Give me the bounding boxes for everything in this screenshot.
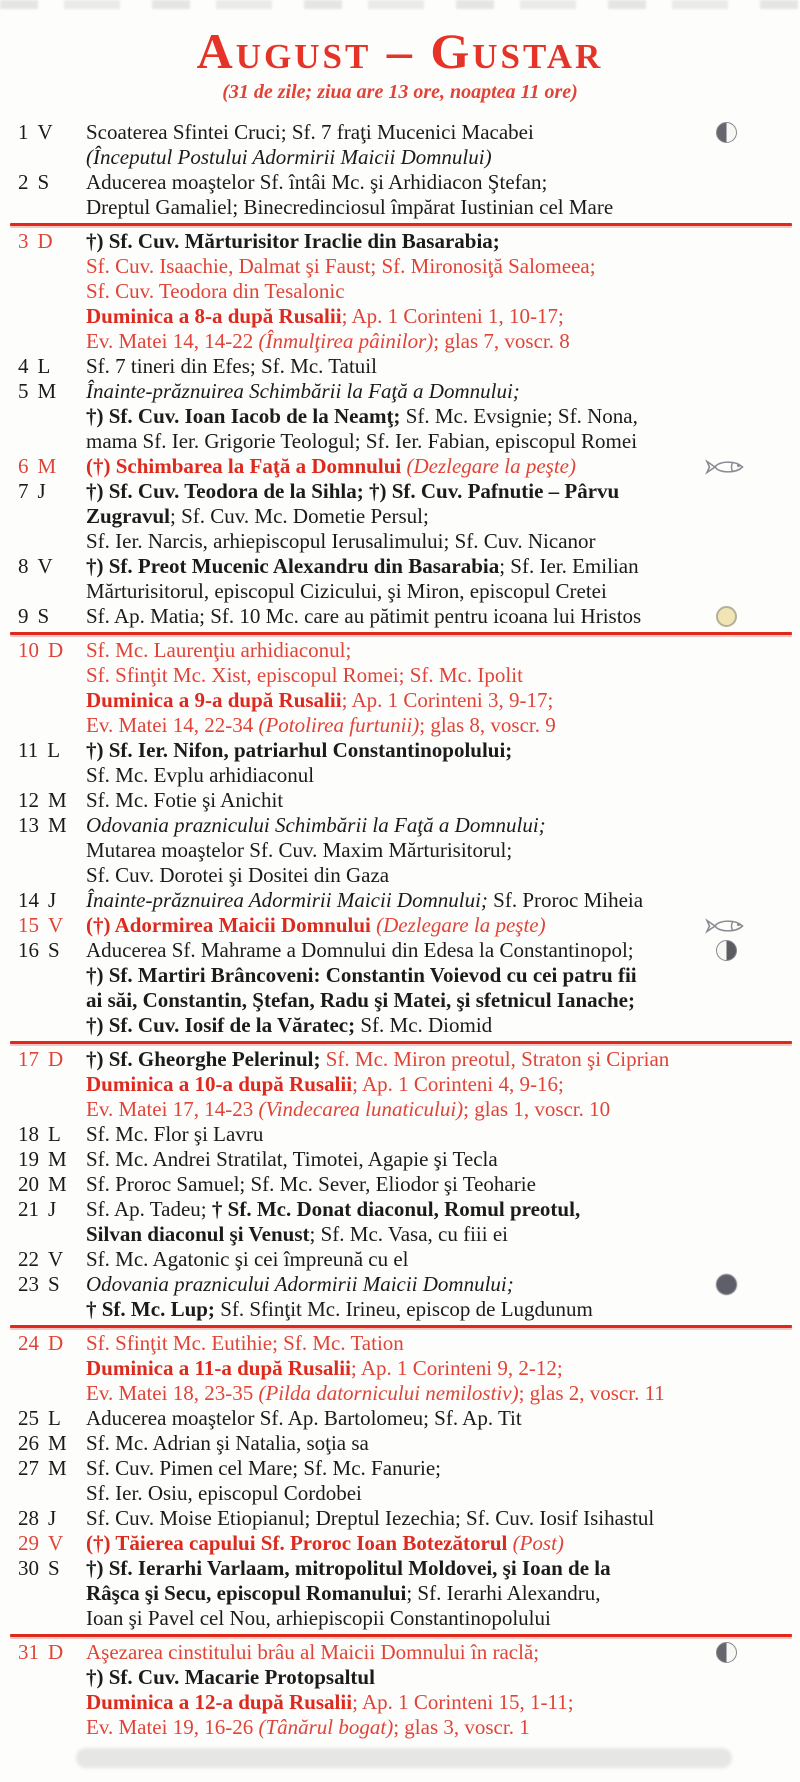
entry-day-label bbox=[0, 1247, 86, 1272]
entry-text-line: †) Sf. Gheorghe Pelerinul; Sf. Mc. Miron preotul, Straton şi Ciprian bbox=[86, 1047, 670, 1071]
calendar-entry-27 bbox=[0, 1456, 800, 1506]
day-number: 12 bbox=[18, 788, 39, 812]
entry-day-label bbox=[0, 354, 86, 379]
entry-text-line: Sf. Ap. Tadeu; † Sf. Mc. Donat diaconul, Romul preotul, bbox=[86, 1197, 581, 1221]
entry-text-line: Sf. Ap. Matia; Sf. 10 Mc. care au pătimit pentru icoana lui Hristos bbox=[86, 604, 642, 628]
entry-day-label bbox=[0, 1172, 86, 1197]
entry-text bbox=[86, 554, 800, 604]
entry-text-line: †) Sf. Cuv. Ioan Iacob de la Neamţ; Sf. Mc. Evsignie; Sf. Nona, bbox=[86, 404, 638, 428]
day-number: 2 bbox=[18, 170, 29, 194]
day-number: 9 bbox=[18, 604, 29, 628]
entry-text-line: Duminica a 9-a după Rusalii; Ap. 1 Corinteni 3, 9-17; bbox=[86, 688, 554, 712]
calendar-entry-16 bbox=[0, 938, 800, 1038]
day-number: 16 bbox=[18, 938, 39, 962]
day-number: 21 bbox=[18, 1197, 39, 1221]
entry-text bbox=[86, 738, 800, 788]
page-top-showthrough bbox=[0, 0, 800, 9]
entry-text bbox=[86, 938, 800, 1038]
weekday-letter: S bbox=[37, 604, 50, 628]
entry-text-line: Sf. Mc. Fotie şi Anichit bbox=[86, 788, 284, 812]
day-number: 10 bbox=[18, 638, 39, 662]
day-number: 29 bbox=[18, 1531, 39, 1555]
entry-text-line: †) Sf. Cuv. Iosif de la Văratec; Sf. Mc. Diomid bbox=[86, 1013, 493, 1037]
weekday-letter: S bbox=[37, 170, 50, 194]
entry-day-label bbox=[0, 1531, 86, 1556]
entry-text bbox=[86, 638, 800, 738]
entry-text-line: Odovania praznicului Schimbării la Faţă a Domnului; bbox=[86, 813, 546, 837]
day-number: 30 bbox=[18, 1556, 39, 1580]
calendar-entry-11 bbox=[0, 738, 800, 788]
day-number: 15 bbox=[18, 913, 39, 937]
calendar-entry-3 bbox=[0, 229, 800, 354]
calendar-entry-22 bbox=[0, 1247, 800, 1272]
entry-text-line: Sf. Mc. Flor şi Lavru bbox=[86, 1122, 264, 1146]
day-number: 27 bbox=[18, 1456, 39, 1480]
entry-text bbox=[86, 1406, 800, 1431]
weekday-letter: J bbox=[48, 1506, 57, 1530]
entry-day-label bbox=[0, 1406, 86, 1431]
entry-text-line: Sf. Cuv. Isaachie, Dalmat şi Faust; Sf. Mironosiţă Salomeea; bbox=[86, 254, 596, 278]
entry-day-label bbox=[0, 120, 86, 170]
entry-day-label bbox=[0, 1331, 86, 1406]
moon-last-quarter-icon bbox=[716, 122, 742, 144]
entry-text-line: Duminica a 10-a după Rusalii; Ap. 1 Corinteni 4, 9-16; bbox=[86, 1072, 564, 1096]
calendar-entry-29 bbox=[0, 1531, 800, 1556]
day-number: 17 bbox=[18, 1047, 39, 1071]
day-number: 1 bbox=[18, 120, 29, 144]
weekday-letter: M bbox=[48, 1147, 67, 1171]
entry-day-label bbox=[0, 938, 86, 1038]
entry-text-line: Odovania praznicului Adormirii Maicii Domnului; bbox=[86, 1272, 514, 1296]
entry-text bbox=[86, 1640, 800, 1740]
entry-text-line: Ev. Matei 19, 16-26 (Tânărul bogat); glas 3, voscr. 1 bbox=[86, 1715, 530, 1739]
day-number: 22 bbox=[18, 1247, 39, 1271]
entry-text-line: Sf. Sfinţit Mc. Eutihie; Sf. Mc. Tation bbox=[86, 1331, 404, 1355]
entry-day-label bbox=[0, 1047, 86, 1122]
weekday-letter: D bbox=[37, 229, 53, 253]
day-number: 7 bbox=[18, 479, 29, 503]
entry-text-line: Sf. Proroc Samuel; Sf. Mc. Sever, Eliodor şi Teoharie bbox=[86, 1172, 536, 1196]
moon-full-icon bbox=[716, 606, 742, 628]
entry-day-label bbox=[0, 454, 86, 479]
entry-text-line: Înainte-prăznuirea Schimbării la Faţă a Domnului; bbox=[86, 379, 520, 403]
sunday-separator-rule bbox=[10, 223, 792, 226]
entry-text-line: (Începutul Postului Adormirii Maicii Domnului) bbox=[86, 145, 492, 169]
entry-text-line: Sf. Cuv. Moise Etiopianul; Dreptul Iezechia; Sf. Cuv. Iosif Isihastul bbox=[86, 1506, 655, 1530]
weekday-letter: M bbox=[37, 379, 57, 403]
entry-day-label bbox=[0, 479, 86, 554]
entry-text bbox=[86, 120, 800, 170]
entry-text bbox=[86, 1197, 800, 1247]
entry-day-label bbox=[0, 1506, 86, 1531]
weekday-letter: J bbox=[48, 888, 57, 912]
calendar-entry-28 bbox=[0, 1506, 800, 1531]
entry-text-line: (†) Schimbarea la Faţă a Domnului (Dezlegare la peşte) bbox=[86, 454, 576, 478]
entry-text-line: Sf. Mc. Laurenţiu arhidiaconul; bbox=[86, 638, 352, 662]
entry-text-line: Sf. Ier. Narcis, arhiepiscopul Ierusalimului; Sf. Cuv. Nicanor bbox=[86, 529, 596, 553]
entry-text-line: Ev. Matei 17, 14-23 (Vindecarea lunaticului); glas 1, voscr. 10 bbox=[86, 1097, 611, 1121]
moon-new-icon bbox=[716, 1274, 742, 1296]
entry-text-line: ai săi, Constantin, Ştefan, Radu şi Matei, şi sfetnicul Ianache; bbox=[86, 988, 635, 1012]
calendar-entry-23 bbox=[0, 1272, 800, 1322]
entry-text-line: Înainte-prăznuirea Adormirii Maicii Domnului; Sf. Proroc Miheia bbox=[86, 888, 644, 912]
calendar-entry-17 bbox=[0, 1047, 800, 1122]
weekday-letter: M bbox=[37, 454, 57, 478]
page-bottom-showthrough bbox=[76, 1748, 732, 1768]
fish-icon bbox=[716, 456, 742, 478]
entry-text bbox=[86, 1047, 800, 1122]
calendar-entry-20 bbox=[0, 1172, 800, 1197]
entry-text-line: Sf. 7 tineri din Efes; Sf. Mc. Tatuil bbox=[86, 354, 377, 378]
weekday-letter: V bbox=[37, 554, 53, 578]
weekday-letter: V bbox=[48, 913, 64, 937]
entry-text-line: Sf. Cuv. Teodora din Tesalonic bbox=[86, 279, 345, 303]
day-number: 14 bbox=[18, 888, 39, 912]
weekday-letter: M bbox=[48, 788, 67, 812]
entry-day-label bbox=[0, 1147, 86, 1172]
calendar-entry-12 bbox=[0, 788, 800, 813]
entry-text-line: Mutarea moaştelor Sf. Cuv. Maxim Mărturisitorul; bbox=[86, 838, 513, 862]
calendar-entry-6 bbox=[0, 454, 800, 479]
entry-text bbox=[86, 913, 800, 938]
day-number: 4 bbox=[18, 354, 29, 378]
entry-day-label bbox=[0, 638, 86, 738]
day-number: 5 bbox=[18, 379, 29, 403]
entry-day-label bbox=[0, 1431, 86, 1456]
entry-text-line: Sf. Cuv. Pimen cel Mare; Sf. Mc. Fanurie; bbox=[86, 1456, 442, 1480]
entry-text bbox=[86, 1172, 800, 1197]
entry-text bbox=[86, 479, 800, 554]
calendar-entry-21 bbox=[0, 1197, 800, 1247]
entry-text-line: †) Sf. Martiri Brâncoveni: Constantin Voievod cu cei patru fii bbox=[86, 963, 637, 987]
calendar-entry-4 bbox=[0, 354, 800, 379]
entry-text-line: Mărturisitorul, episcopul Cizicului, şi Miron, episcopul Cretei bbox=[86, 579, 607, 603]
weekday-letter: L bbox=[48, 1406, 61, 1430]
entry-text-line: Aşezarea cinstitului brâu al Maicii Domnului în raclă; bbox=[86, 1640, 540, 1664]
calendar-entry-1 bbox=[0, 120, 800, 170]
weekday-letter: V bbox=[48, 1531, 64, 1555]
weekday-letter: M bbox=[48, 1172, 67, 1196]
weekday-letter: L bbox=[47, 738, 61, 762]
calendar-entry-10 bbox=[0, 638, 800, 738]
entry-text-line: (†) Tăierea capului Sf. Proroc Ioan Botezătorul (Post) bbox=[86, 1531, 564, 1555]
entry-day-label bbox=[0, 1197, 86, 1247]
entry-day-label bbox=[0, 554, 86, 604]
entry-text-line: Sf. Mc. Adrian şi Natalia, soţia sa bbox=[86, 1431, 369, 1455]
entry-day-label bbox=[0, 913, 86, 938]
calendar-entries bbox=[0, 120, 800, 1740]
calendar-entry-31 bbox=[0, 1640, 800, 1740]
entry-day-label bbox=[0, 738, 86, 788]
entry-text-line: Silvan diaconul şi Venust; Sf. Mc. Vasa, cu fiii ei bbox=[86, 1222, 509, 1246]
calendar-entry-5 bbox=[0, 379, 800, 454]
entry-day-label bbox=[0, 1272, 86, 1322]
weekday-letter: J bbox=[48, 1197, 57, 1221]
sunday-separator-rule bbox=[10, 1634, 792, 1637]
entry-text-line: Râşca şi Secu, episcopul Romanului; Sf. Ierarhi Alexandru, bbox=[86, 1581, 601, 1605]
entry-text bbox=[86, 1247, 800, 1272]
day-number: 24 bbox=[18, 1331, 39, 1355]
entry-day-label bbox=[0, 1456, 86, 1506]
entry-text bbox=[86, 788, 800, 813]
entry-text bbox=[86, 1506, 800, 1531]
weekday-letter: D bbox=[48, 1640, 64, 1664]
entry-text bbox=[86, 229, 800, 354]
entry-text-line: Aducerea moaştelor Sf. întâi Mc. şi Arhidiacon Ştefan; bbox=[86, 170, 548, 194]
entry-text bbox=[86, 1556, 800, 1631]
entry-day-label bbox=[0, 379, 86, 454]
day-number: 26 bbox=[18, 1431, 39, 1455]
calendar-entry-15 bbox=[0, 913, 800, 938]
day-number: 23 bbox=[18, 1272, 39, 1296]
entry-text-line: † Sf. Mc. Lup; Sf. Sfinţit Mc. Irineu, episcop de Lugdunum bbox=[86, 1297, 593, 1321]
entry-text-line: Duminica a 12-a după Rusalii; Ap. 1 Corinteni 15, 1-11; bbox=[86, 1690, 574, 1714]
calendar-entry-30 bbox=[0, 1556, 800, 1631]
moon-last-quarter-icon bbox=[716, 1642, 742, 1664]
entry-day-label bbox=[0, 888, 86, 913]
entry-text-line: Ev. Matei 14, 14-22 (Înmulţirea pâinilor); glas 7, voscr. 8 bbox=[86, 329, 570, 353]
day-number: 28 bbox=[18, 1506, 39, 1530]
calendar-entry-26 bbox=[0, 1431, 800, 1456]
entry-text-line: Sf. Mc. Agatonic şi cei împreună cu el bbox=[86, 1247, 409, 1271]
weekday-letter: J bbox=[37, 479, 46, 503]
day-number: 19 bbox=[18, 1147, 39, 1171]
day-number: 18 bbox=[18, 1122, 39, 1146]
day-number: 6 bbox=[18, 454, 29, 478]
entry-text-line: Aducerea moaştelor Sf. Ap. Bartolomeu; Sf. Ap. Tit bbox=[86, 1406, 522, 1430]
day-number: 11 bbox=[18, 738, 39, 762]
day-number: 13 bbox=[18, 813, 39, 837]
entry-text-line: Sf. Mc. Evplu arhidiaconul bbox=[86, 763, 315, 787]
weekday-letter: L bbox=[37, 354, 51, 378]
weekday-letter: M bbox=[48, 1456, 67, 1480]
entry-text-line: †) Sf. Ierarhi Varlaam, mitropolitul Moldovei, şi Ioan de la bbox=[86, 1556, 611, 1580]
entry-text bbox=[86, 1531, 800, 1556]
entry-text-line: †) Sf. Cuv. Macarie Protopsaltul bbox=[86, 1665, 375, 1689]
entry-day-label bbox=[0, 813, 86, 888]
entry-day-label bbox=[0, 788, 86, 813]
calendar-entry-8 bbox=[0, 554, 800, 604]
entry-text-line: Duminica a 8-a după Rusalii; Ap. 1 Corinteni 1, 10-17; bbox=[86, 304, 564, 328]
entry-text-line: †) Sf. Preot Mucenic Alexandru din Basarabia; Sf. Ier. Emilian bbox=[86, 554, 639, 578]
weekday-letter: L bbox=[48, 1122, 61, 1146]
entry-text bbox=[86, 1456, 800, 1506]
weekday-letter: S bbox=[48, 1556, 60, 1580]
entry-text-line: mama Sf. Ier. Grigorie Teologul; Sf. Ier. Fabian, episcopul Romei bbox=[86, 429, 638, 453]
calendar-entry-13 bbox=[0, 813, 800, 888]
entry-text-line: Ev. Matei 18, 23-35 (Pilda datornicului nemilostiv); glas 2, voscr. 11 bbox=[86, 1381, 665, 1405]
calendar-entry-7 bbox=[0, 479, 800, 554]
entry-text bbox=[86, 1272, 800, 1322]
weekday-letter: D bbox=[48, 638, 64, 662]
entry-text-line: Sf. Ier. Osiu, episcopul Cordobei bbox=[86, 1481, 362, 1505]
entry-text bbox=[86, 888, 800, 913]
fish-icon bbox=[716, 915, 742, 937]
entry-text-line: (†) Adormirea Maicii Domnului (Dezlegare la peşte) bbox=[86, 913, 546, 937]
entry-text bbox=[86, 379, 800, 454]
entry-day-label bbox=[0, 1122, 86, 1147]
entry-text bbox=[86, 604, 800, 629]
entry-text-line: †) Sf. Cuv. Teodora de la Sihla; †) Sf. Cuv. Pafnutie – Pârvu bbox=[86, 479, 620, 503]
entry-day-label bbox=[0, 229, 86, 354]
entry-text bbox=[86, 813, 800, 888]
month-subtitle: (31 de zile; ziua are 13 ore, noaptea 11 ore) bbox=[222, 81, 578, 103]
weekday-letter: V bbox=[37, 120, 53, 144]
entry-text-line: Sf. Cuv. Dorotei şi Dositei din Gaza bbox=[86, 863, 390, 887]
weekday-letter: D bbox=[48, 1331, 64, 1355]
month-title: August – Gustar bbox=[196, 23, 604, 79]
entry-text bbox=[86, 1147, 800, 1172]
entry-day-label bbox=[0, 1556, 86, 1631]
calendar-entry-25 bbox=[0, 1406, 800, 1431]
day-number: 8 bbox=[18, 554, 29, 578]
entry-text-line: Scoaterea Sfintei Cruci; Sf. 7 fraţi Mucenici Macabei bbox=[86, 120, 534, 144]
entry-text bbox=[86, 170, 800, 220]
entry-text bbox=[86, 354, 800, 379]
weekday-letter: S bbox=[48, 938, 60, 962]
calendar-entry-24 bbox=[0, 1331, 800, 1406]
moon-first-quarter-icon bbox=[716, 940, 742, 962]
day-number: 25 bbox=[18, 1406, 39, 1430]
sunday-separator-rule bbox=[10, 632, 792, 635]
calendar-entry-9 bbox=[0, 604, 800, 629]
entry-text-line: Aducerea Sf. Mahrame a Domnului din Edesa la Constantinopol; bbox=[86, 938, 634, 962]
entry-text-line: Dreptul Gamaliel; Binecredinciosul împărat Iustinian cel Mare bbox=[86, 195, 614, 219]
entry-day-label bbox=[0, 604, 86, 629]
entry-day-label bbox=[0, 1640, 86, 1740]
weekday-letter: M bbox=[48, 1431, 67, 1455]
calendar-entry-19 bbox=[0, 1147, 800, 1172]
entry-text-line: †) Sf. Ier. Nifon, patriarhul Constantinopolului; bbox=[86, 738, 513, 762]
weekday-letter: V bbox=[48, 1247, 64, 1271]
day-number: 3 bbox=[18, 229, 29, 253]
entry-text bbox=[86, 454, 800, 479]
calendar-entry-14 bbox=[0, 888, 800, 913]
entry-day-label bbox=[0, 170, 86, 220]
entry-text-line: Ev. Matei 14, 22-34 (Potolirea furtunii); glas 8, voscr. 9 bbox=[86, 713, 556, 737]
entry-text-line: Zugravul; Sf. Cuv. Mc. Dometie Persul; bbox=[86, 504, 429, 528]
calendar-entry-18 bbox=[0, 1122, 800, 1147]
weekday-letter: D bbox=[48, 1047, 64, 1071]
weekday-letter: S bbox=[48, 1272, 60, 1296]
day-number: 31 bbox=[18, 1640, 39, 1664]
entry-text bbox=[86, 1431, 800, 1456]
entry-text bbox=[86, 1122, 800, 1147]
entry-text-line: Sf. Mc. Andrei Stratilat, Timotei, Agapie şi Tecla bbox=[86, 1147, 498, 1171]
sunday-separator-rule bbox=[10, 1325, 792, 1328]
entry-text-line: †) Sf. Cuv. Mărturisitor Iraclie din Basarabia; bbox=[86, 229, 500, 253]
entry-text-line: Sf. Sfinţit Mc. Xist, episcopul Romei; Sf. Mc. Ipolit bbox=[86, 663, 523, 687]
entry-text bbox=[86, 1331, 800, 1406]
sunday-separator-rule bbox=[10, 1041, 792, 1044]
weekday-letter: M bbox=[48, 813, 67, 837]
entry-text-line: Ioan şi Pavel cel Nou, arhiepiscopii Constantinopolului bbox=[86, 1606, 551, 1630]
entry-text-line: Duminica a 11-a după Rusalii; Ap. 1 Corinteni 9, 2-12; bbox=[86, 1356, 563, 1380]
calendar-entry-2 bbox=[0, 170, 800, 220]
day-number: 20 bbox=[18, 1172, 39, 1196]
